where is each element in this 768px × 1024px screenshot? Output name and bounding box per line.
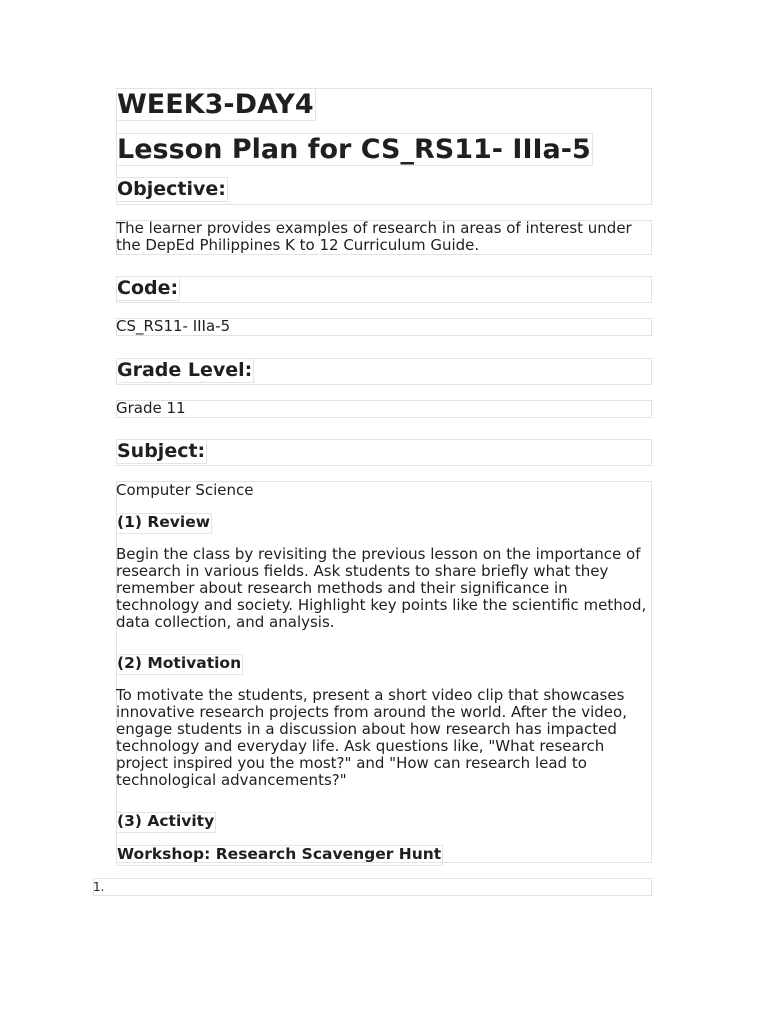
objective-heading: Objective: [117,178,226,200]
code-value: CS_RS11- IIIa-5 [116,317,231,335]
motivation-text: To motivate the students, present a short video clip that showcases innovative research projects from around the world. After the video, engage students in a discussion about how research has impacted technology and everyday life. Ask questions like, "What research project inspired you the most?" and "How can research lead to technological advancements?" [116,686,627,789]
objective-text: The learner provides examples of research in areas of interest under the DepEd Philippines K to 12 Curriculum Guide. [116,219,632,254]
grade-value-block [116,400,652,418]
workshop-title: Workshop: Research Scavenger Hunt [116,845,443,866]
list-item-number: 1. [93,880,105,894]
review-heading: (1) Review [116,513,212,534]
review-text: Begin the class by revisiting the previous lesson on the importance of research in various fields. Ask students to share briefly what they remember about research methods and their significance in technology and society. Highlight key points like the scientific method, data collection, and analysis. [116,545,647,631]
week-day-heading: WEEK3-DAY4 [117,89,314,120]
code-heading-block [116,276,652,303]
page-title: Lesson Plan for CS_RS11- IIIa-5 [117,134,591,165]
motivation-heading: (2) Motivation [116,654,243,675]
code-heading: Code: [117,277,179,299]
activity-heading: (3) Activity [116,812,216,833]
subject-heading: Subject: [117,440,206,462]
list-item [93,878,652,896]
grade-level-heading: Grade Level: [117,359,253,381]
grade-level-value: Grade 11 [116,399,186,417]
subject-value: Computer Science [116,481,254,499]
